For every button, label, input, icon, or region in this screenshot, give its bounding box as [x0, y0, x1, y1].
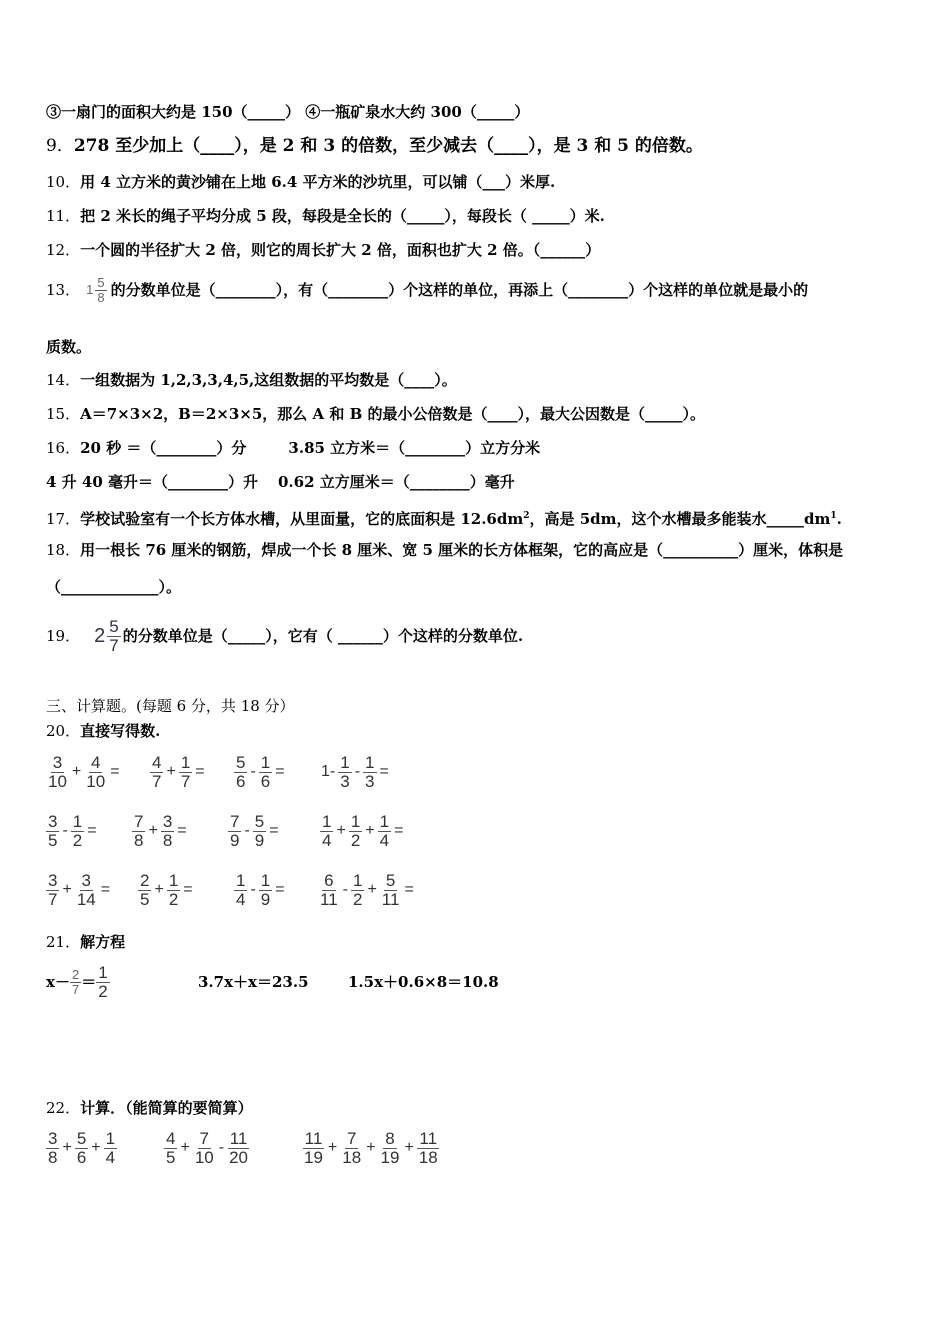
fraction: [338, 754, 351, 791]
math-term: 10: [48, 771, 67, 791]
q21-eq2: 3.7x＋x＝23.5: [198, 973, 309, 992]
q20-expr: [318, 872, 417, 909]
math-term: +: [62, 881, 72, 899]
math-term: +: [62, 1139, 72, 1157]
q9-text: 278 至少加上（____），是 2 和 3 的倍数，至少减去（____），是 3 和 5 的倍数。: [73, 136, 703, 156]
section3-title: 三、计算题。(每题 6 分，共 18 分）: [46, 697, 295, 715]
math-term: -: [62, 822, 68, 840]
fraction: [351, 872, 364, 909]
fraction: [417, 1130, 440, 1167]
fraction: [234, 872, 247, 909]
math-term: 20: [229, 1147, 248, 1167]
q19: [46, 618, 523, 655]
math-term: 5: [236, 753, 246, 772]
math-term: 3: [162, 812, 173, 831]
q19-mixed-number: [94, 618, 121, 655]
fraction: [378, 813, 391, 850]
math-term: -: [244, 822, 250, 840]
q16: [46, 438, 540, 458]
math-term: 7: [180, 771, 191, 791]
q15-text: A＝7×3×2，B＝2×3×5，那么 A 和 B 的最小公倍数是（____），最大公因数是（_____）。: [80, 405, 706, 423]
q13-number: 13．: [46, 281, 81, 300]
q13-mixed-number: [86, 276, 106, 304]
q13-text: 的分数单位是（________），有（________）个这样的单位，再添上（________）个这样的单位就是最小的: [110, 281, 809, 300]
fraction: [179, 754, 192, 791]
math-term: +: [365, 822, 375, 840]
math-term: 5: [385, 871, 396, 890]
q20-expr: [150, 754, 234, 791]
math-term: 1: [260, 871, 271, 890]
math-term: 5: [254, 812, 265, 831]
math-term: 4: [236, 889, 246, 909]
q20-expr: [234, 872, 318, 909]
q13: [46, 276, 808, 304]
fraction: [253, 813, 266, 850]
math-term: 1: [180, 753, 191, 772]
q12: [46, 240, 600, 260]
q20-row-3: [46, 872, 417, 909]
math-term: 8: [134, 830, 144, 850]
math-term: 5: [48, 830, 58, 850]
math-term: -: [250, 763, 256, 781]
q11-text: 把 2 米长的绳子平均分成 5 段，每段是全长的（_____），每段长（ _____）米.: [80, 207, 605, 225]
math-term: 4: [379, 830, 390, 850]
q9-number: 9．: [46, 136, 74, 156]
math-term: 11: [381, 889, 400, 909]
math-term: =: [275, 881, 285, 899]
math-term: 8: [48, 1147, 58, 1167]
q20: [46, 721, 160, 741]
math-term: +: [404, 1139, 414, 1157]
math-term: =: [404, 881, 414, 899]
math-term: 2: [72, 830, 83, 850]
q20-expr: [46, 754, 150, 791]
math-term: +: [367, 881, 377, 899]
math-term: 3: [48, 1129, 58, 1148]
q20-expr: [228, 813, 320, 850]
q13-cont: [46, 337, 91, 357]
q16-c: 4 升 40 毫升＝（________）升: [46, 473, 258, 491]
fraction: [363, 754, 376, 791]
math-term: =: [183, 881, 193, 899]
math-term: 7: [134, 812, 144, 831]
math-term: 6: [76, 1147, 87, 1167]
math-term: 3: [340, 771, 350, 791]
math-term: +: [336, 822, 346, 840]
q8-part4: ④一瓶矿泉水大约 300（_____）: [305, 103, 530, 121]
math-term: 8: [162, 830, 173, 850]
q17-text: 学校试验室有一个长方体水槽，从里面量，它的底面积是 12.6dm: [80, 510, 524, 528]
q13-denominator: 8: [97, 289, 105, 305]
q14-number: 14．: [46, 371, 81, 389]
math-term: 19: [380, 1147, 400, 1167]
math-term: 2: [168, 889, 179, 909]
math-term: 1: [236, 871, 246, 890]
q20-expr: [320, 813, 406, 850]
fraction: [132, 813, 145, 850]
fraction: [227, 1130, 250, 1167]
math-term: +: [148, 822, 158, 840]
math-term: 3: [81, 871, 91, 890]
math-term: 1: [105, 1129, 116, 1148]
math-term: 6: [236, 771, 246, 791]
q11: [46, 206, 605, 226]
math-term: 3: [48, 812, 58, 831]
math-term: 8: [385, 1129, 395, 1148]
fraction: [193, 1130, 216, 1167]
math-term: 1: [98, 963, 108, 982]
q18-cont: [46, 577, 181, 597]
q22-expr: [164, 1130, 302, 1167]
math-term: =: [379, 763, 389, 781]
q19-numerator: 5: [109, 617, 119, 636]
q17-text2: ，高是 5dm，这个水槽最多能装水_____dm: [529, 510, 831, 528]
math-term: 4: [105, 1147, 116, 1167]
q22-expr: [46, 1130, 164, 1167]
fraction: [75, 1130, 88, 1167]
math-term: =: [110, 763, 120, 781]
q16-d: 0.62 立方厘米＝（________）毫升: [277, 473, 515, 491]
q16-b: 3.85 立方米＝（________）立方分米: [288, 439, 541, 457]
fraction: [349, 813, 362, 850]
fraction: [318, 872, 340, 909]
fraction: [84, 754, 107, 791]
q20-expr: [138, 872, 234, 909]
math-term: =: [275, 763, 285, 781]
q12-number: 12．: [46, 241, 81, 259]
fraction: [234, 754, 247, 791]
q14-text: 一组数据为 1,2,3,3,4,5,这组数据的平均数是（____）。: [80, 371, 457, 389]
math-term: +: [154, 881, 164, 899]
math-term: 1: [72, 812, 83, 831]
fraction: [138, 872, 151, 909]
math-term: +: [166, 763, 176, 781]
math-term: =: [269, 822, 279, 840]
math-term: -: [354, 763, 361, 781]
math-term: 11: [304, 1129, 323, 1148]
math-term: 18: [418, 1147, 438, 1167]
math-term: 7: [71, 981, 80, 997]
math-term: 19: [304, 1147, 323, 1167]
math-term: +: [71, 763, 82, 781]
fraction: [380, 872, 402, 909]
q10-number: 10．: [46, 173, 81, 191]
fraction: [95, 276, 106, 304]
math-term: =: [100, 881, 111, 899]
math-term: 5: [76, 1129, 87, 1148]
fraction: [161, 813, 174, 850]
math-term: 14: [76, 889, 96, 909]
fraction: [379, 1130, 402, 1167]
math-term: 1: [260, 753, 271, 772]
q15-number: 15．: [46, 405, 81, 423]
q17-sup1: 2: [523, 511, 530, 521]
math-term: 4: [166, 1129, 176, 1148]
math-term: 1: [168, 871, 179, 890]
q22-number: 22．: [46, 1099, 81, 1117]
math-term: +: [91, 1139, 101, 1157]
q22-title: 计算．（能简算的要简算）: [80, 1099, 253, 1117]
math-term: 7: [48, 889, 58, 909]
math-term: 4: [322, 830, 332, 850]
q16-a: 20 秒 ＝（________）分: [80, 439, 247, 457]
math-term: 7: [346, 1129, 357, 1148]
q20-expr: [132, 813, 228, 850]
fraction: [340, 1130, 363, 1167]
q19-text: 的分数单位是（_____），它有（ ______）个这样的分数单位.: [122, 627, 524, 646]
fraction: [259, 754, 272, 791]
math-term: 1: [340, 753, 350, 772]
q20-row-1: [46, 754, 392, 791]
fraction: [46, 1130, 59, 1167]
math-term: 11: [419, 1129, 438, 1148]
q22: [46, 1098, 253, 1118]
math-term: ＝: [81, 973, 97, 992]
q20-expr: [318, 754, 392, 791]
math-term: 3: [52, 753, 63, 772]
math-term: 6: [260, 771, 271, 791]
math-term: 11: [229, 1129, 248, 1148]
fraction: [46, 872, 59, 909]
q21: [46, 932, 125, 952]
q22-expr: [302, 1130, 440, 1167]
q17-sup2: 1: [830, 511, 837, 521]
math-term: 1: [350, 812, 361, 831]
q20-expr: [46, 872, 138, 909]
fraction: [46, 754, 69, 791]
math-term: 2: [71, 967, 80, 983]
math-term: 6: [324, 871, 334, 890]
fraction: [302, 1130, 325, 1167]
q18-text2: （_____________）。: [46, 578, 182, 596]
math-term: 1: [365, 753, 375, 772]
q17-number: 17．: [46, 510, 81, 528]
q21-title: 解方程: [80, 933, 126, 951]
math-term: =: [195, 763, 205, 781]
math-term: x－: [46, 973, 70, 992]
q8-part3: ③一扇门的面积大约是 150（_____）: [46, 103, 301, 121]
fraction: [167, 872, 180, 909]
fraction: [104, 1130, 117, 1167]
math-term: =: [394, 822, 404, 840]
math-term: 4: [90, 753, 101, 772]
q17-text3: .: [836, 510, 842, 528]
math-term: 9: [254, 830, 265, 850]
q16-row2: [46, 472, 515, 492]
math-term: 11: [320, 889, 338, 909]
q13-numerator: 5: [97, 275, 105, 290]
math-term: 9: [260, 889, 271, 909]
math-term: 10: [194, 1147, 214, 1167]
math-term: 3: [48, 871, 58, 890]
q17: [46, 506, 842, 529]
q12-text: 一个圆的半径扩大 2 倍，则它的周长扩大 2 倍，面积也扩大 2 倍。（______）: [80, 241, 601, 259]
math-term: 3: [365, 771, 375, 791]
fraction: [150, 754, 163, 791]
fraction: [96, 964, 109, 1001]
q20-title: 直接写得数.: [80, 722, 161, 740]
q20-expr: [46, 813, 132, 850]
q8-line: [46, 102, 529, 122]
q20-number: 20．: [46, 722, 81, 740]
fraction: [75, 872, 98, 909]
q15: [46, 404, 705, 424]
math-term: 9: [230, 830, 240, 850]
math-term: 7: [199, 1129, 209, 1148]
math-term: 4: [152, 753, 162, 772]
math-term: +: [327, 1139, 338, 1157]
q11-number: 11．: [46, 207, 81, 225]
q21-eq3: 1.5x＋0.6×8＝10.8: [348, 973, 499, 992]
fraction: [164, 1130, 177, 1167]
q18: [46, 540, 843, 560]
math-term: 2: [98, 981, 108, 1001]
q10: [46, 172, 555, 192]
fraction: [259, 872, 272, 909]
math-term: -: [218, 1139, 225, 1157]
math-term: 2: [140, 871, 150, 890]
math-term: 7: [230, 812, 240, 831]
math-term: 7: [152, 771, 162, 791]
math-term: 5: [140, 889, 150, 909]
math-term: 2: [350, 830, 361, 850]
q13-whole: 1: [86, 282, 94, 298]
fraction: [71, 813, 84, 850]
math-term: -: [342, 881, 348, 899]
fraction: [320, 813, 333, 850]
fraction: [107, 618, 120, 655]
math-term: 1: [322, 812, 332, 831]
math-term: =: [177, 822, 187, 840]
q18-text: 用一根长 76 厘米的钢筋，焊成一个长 8 厘米、宽 5 厘米的长方体框架，它的高应是（__________）厘米，体积是: [80, 541, 844, 559]
math-term: +: [180, 1139, 190, 1157]
q9: [46, 136, 703, 156]
math-term: +: [366, 1139, 376, 1157]
q18-number: 18．: [46, 541, 81, 559]
q21-number: 21．: [46, 933, 81, 951]
q19-denominator: 7: [109, 635, 119, 655]
math-term: 10: [86, 771, 106, 791]
q13-text2: 质数。: [46, 338, 92, 356]
q22-row: [46, 1130, 440, 1167]
q21-equations: [46, 964, 499, 1001]
fraction: [46, 813, 59, 850]
q20-expr: [234, 754, 318, 791]
math-term: =: [87, 822, 97, 840]
math-term: 2: [352, 889, 363, 909]
math-term: 1-: [321, 763, 336, 781]
math-term: 1: [352, 871, 363, 890]
q20-row-2: [46, 813, 406, 850]
q19-whole: 2: [94, 625, 106, 648]
q16-number: 16．: [46, 439, 81, 457]
q21-eq1: [46, 964, 198, 1001]
fraction: [228, 813, 241, 850]
fraction: [70, 968, 81, 996]
q19-number: 19．: [46, 627, 81, 646]
math-term: 5: [166, 1147, 176, 1167]
math-term: -: [250, 881, 256, 899]
q14: [46, 370, 457, 390]
math-term: 1: [379, 812, 390, 831]
math-term: 18: [342, 1147, 362, 1167]
q10-text: 用 4 立方米的黄沙铺在上地 6.4 平方米的沙坑里，可以铺（___）米厚.: [80, 173, 556, 191]
